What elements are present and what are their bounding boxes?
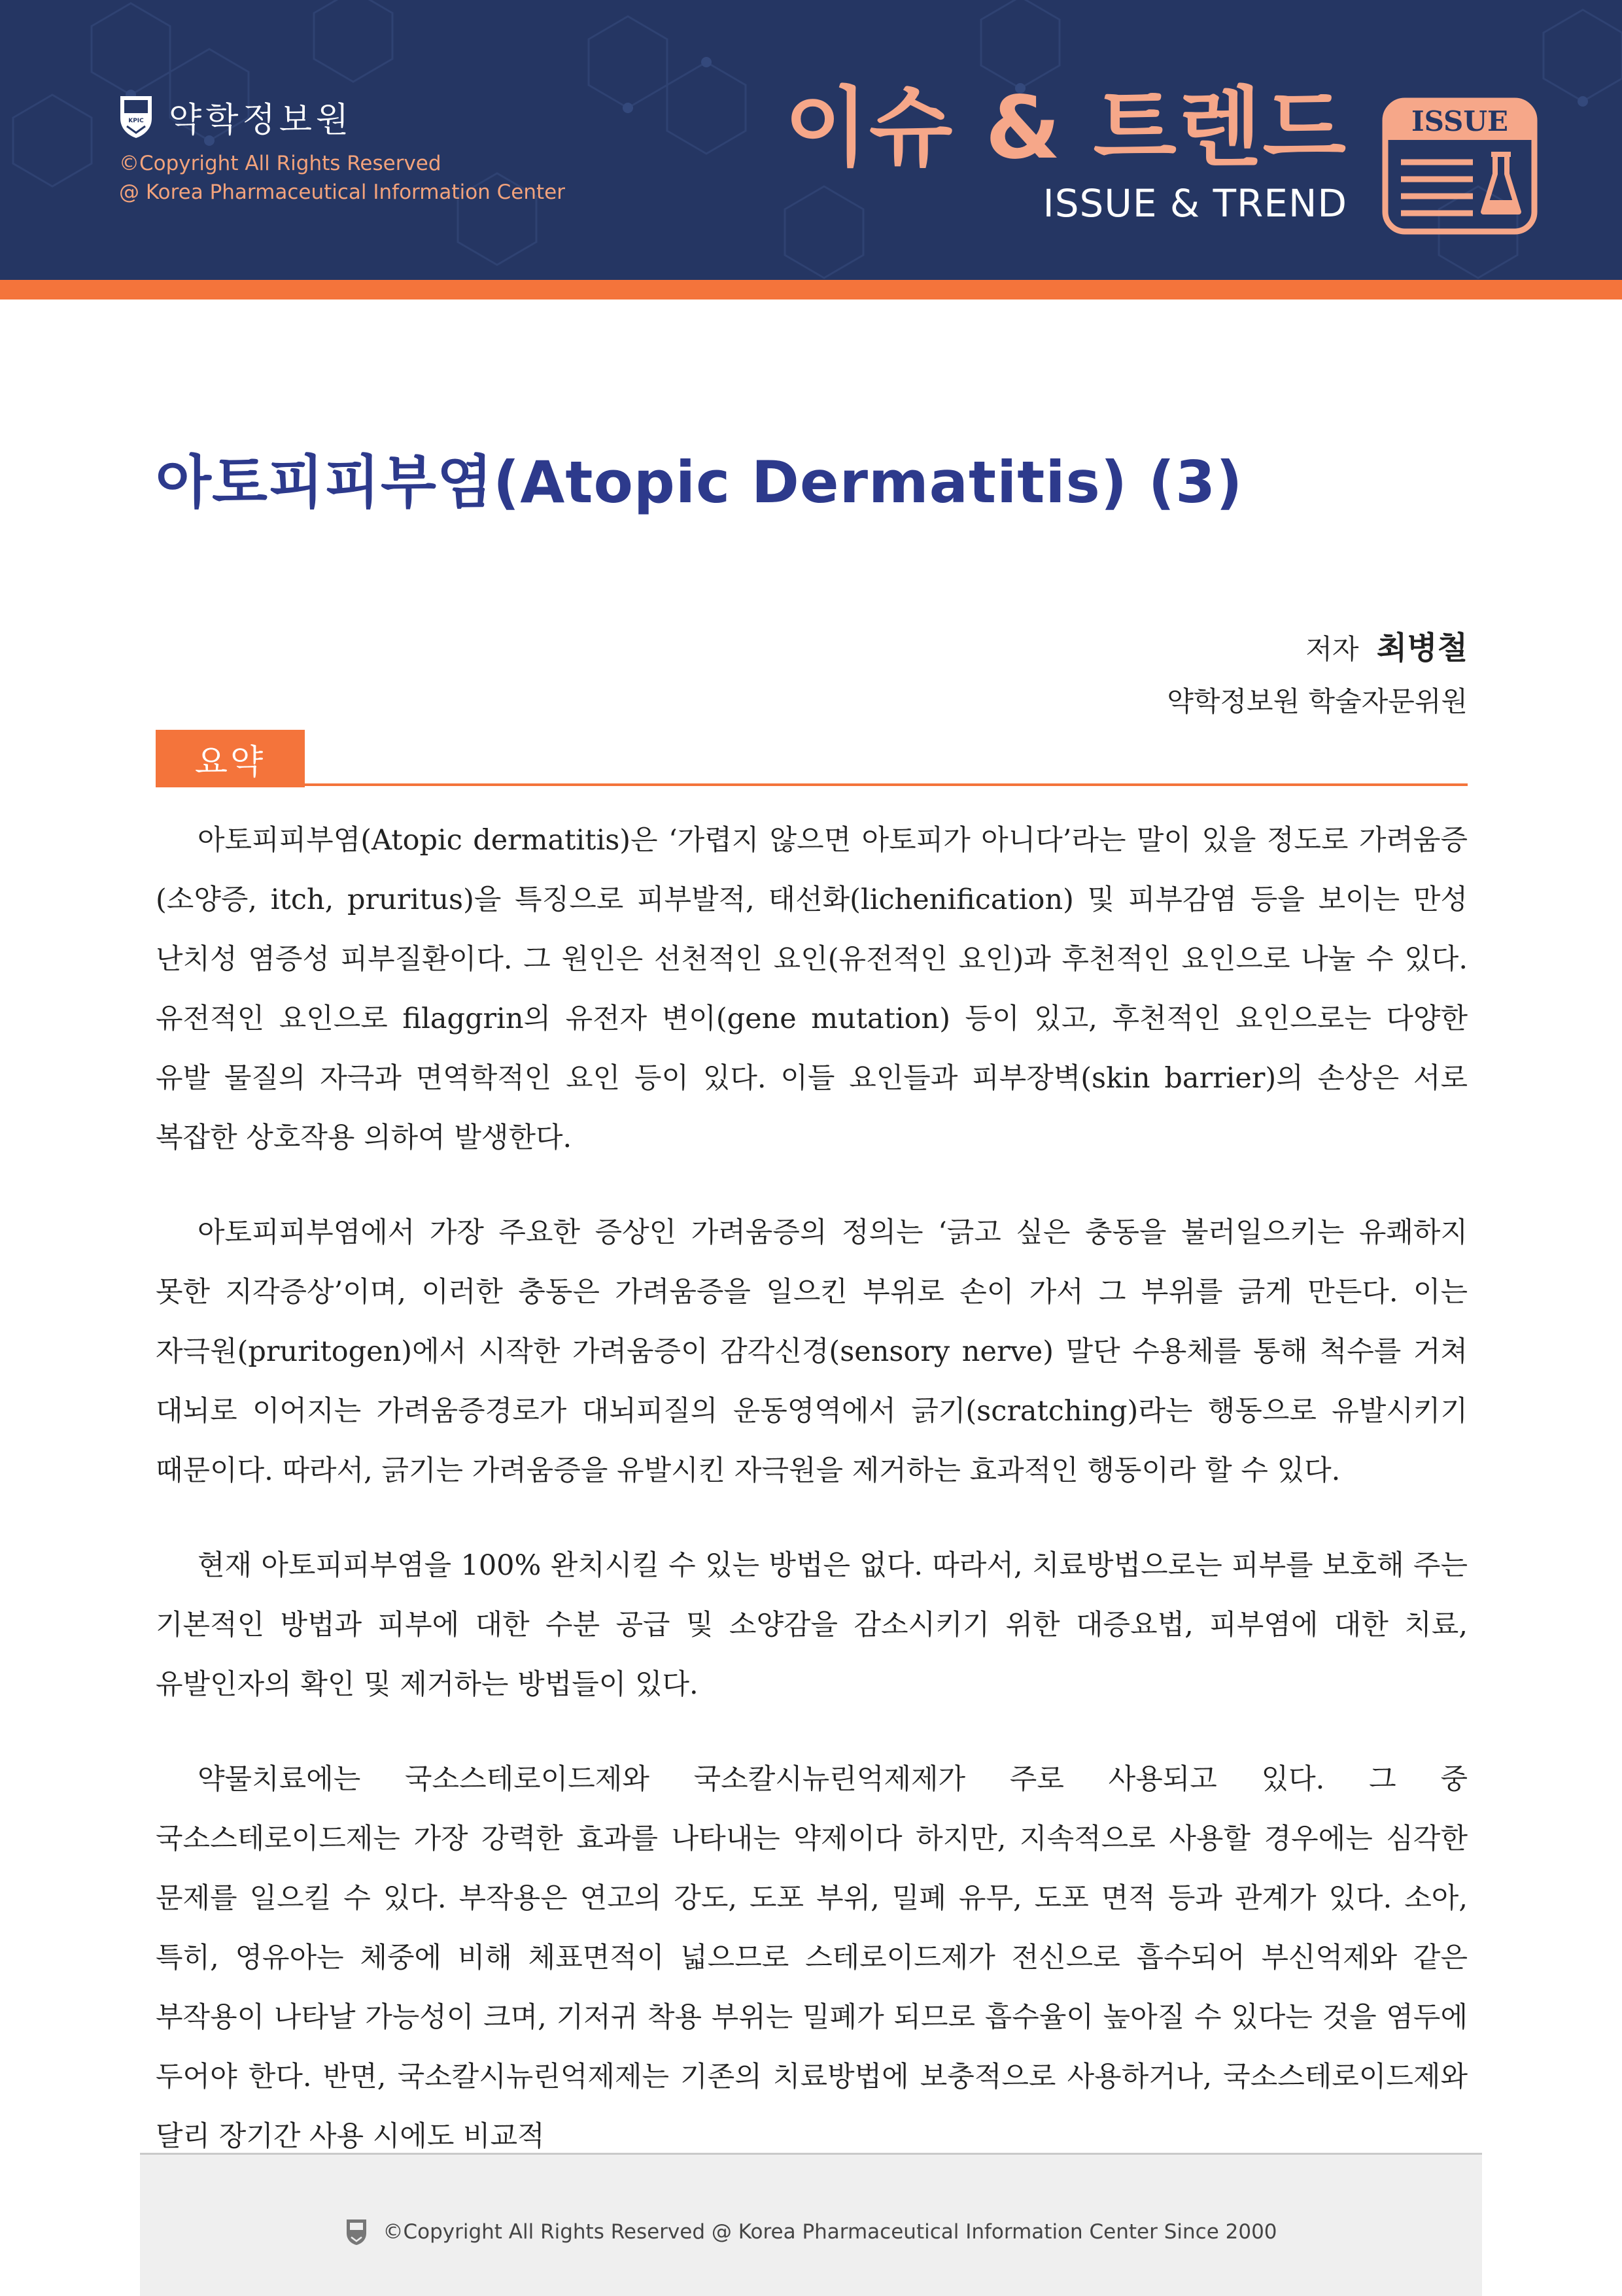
footer-shield-icon: [345, 2218, 368, 2246]
author-label: 저자: [1305, 633, 1359, 665]
paragraph-1: 아토피피부염(Atopic dermatitis)은 ‘가렵지 않으면 아토피가 아니다’라는 말이 있을 정도로 가려움증(소양증, itch, pruritus)을 특징으로 피부발적, 태선화(lichenification) 및 피부감염 등을 보이는 만성 난치성 염증성 피부질환이다. 그 원인은 선천적인 요인(유전적인 요인)과 후천적인 요인으로 나눌 수 있다. 유전적인 요인으로 filaggrin의 유전자 변이(gene mutation) 등이 있고, 후천적인 요인으로는 다양한 유발 물질의 자극과 면역학적인 요인 등이 있다. 이들 요인들과 피부장벽(skin barrier)의 손상은 서로 복잡한 상호작용 의하여 발생한다.: [156, 824, 1468, 1154]
author-line: [1305, 623, 1468, 668]
paragraph-3: 현재 아토피피부염을 100% 완치시킬 수 있는 방법은 없다. 따라서, 치료방법으로는 피부를 보호해 주는 기본적인 방법과 피부에 대한 수분 공급 및 소양감을 감소시키기 위한 대증요법, 피부염에 대한 치료, 유발인자의 확인 및 제거하는 방법들이 있다.: [156, 1549, 1468, 1701]
document-title: 아토피피부염(Atopic Dermatitis) (3): [156, 449, 1243, 516]
org-logo: [118, 90, 353, 143]
copyright-line-1: ©Copyright All Rights Reserved: [119, 152, 441, 175]
header-accent-bar: [0, 280, 1622, 300]
svg-text:KPIC: KPIC: [128, 118, 144, 124]
shield-logo-icon: [118, 94, 154, 139]
page-footer: [140, 2153, 1482, 2296]
paragraph-4: 약물치료에는 국소스테로이드제와 국소칼시뉴린억제제가 주로 사용되고 있다. 그 중 국소스테로이드제는 가장 강력한 효과를 나타내는 약제이다 하지만, 지속적으로 사용할 경우에는 심각한 문제를 일으킬 수 있다. 부작용은 연고의 강도, 도포 부위, 밀폐 유무, 도포 면적 등과 관계가 있다. 소아, 특히, 영유아는 체중에 비해 체표면적이 넓으므로 스테로이드제가 전신으로 흡수되어 부신억제와 같은 부작용이 나타날 가능성이 크며, 기저귀 착용 부위는 밀폐가 되므로 흡수율이 높아질 수 있다는 것을 염두에 두어야 한다. 반면, 국소칼시뉴린억제제는 기존의 치료방법에 보충적으로 사용하거나, 국소스테로이드제와 달리 장기간 사용 시에도 비교적: [156, 1763, 1468, 2153]
author-name: 최병철: [1376, 630, 1468, 666]
author-affiliation: 약학정보원 학술자문위원: [1167, 685, 1468, 717]
org-name: 약학정보원: [169, 100, 353, 140]
issue-badge-label: ISSUE: [1411, 105, 1509, 137]
summary-body: [156, 811, 1468, 2202]
section-title-en: ISSUE & TREND: [1043, 181, 1347, 226]
summary-divider: [305, 783, 1468, 786]
paragraph-2: 아토피피부염에서 가장 주요한 증상인 가려움증의 정의는 ‘긁고 싶은 충동을 불러일으키는 유쾌하지 못한 지각증상’이며, 이러한 충동은 가려움증을 일으킨 부위로 손이 가서 그 부위를 긁게 만든다. 이는 자극원(pruritogen)에서 시작한 가려움증이 감각신경(sensory nerve) 말단 수용체를 통해 척수를 거쳐 대뇌로 이어지는 가려움증경로가 대뇌피질의 운동영역에서 긁기(scratching)라는 행동으로 유발시키기 때문이다. 따라서, 긁기는 가려움증을 유발시킨 자극원을 제거하는 효과적인 행동이라 할 수 있다.: [156, 1216, 1468, 1487]
footer-copyright: ©Copyright All Rights Reserved @ Korea Pharmaceutical Information Center Since 2000: [383, 2220, 1277, 2244]
header-banner: [0, 0, 1622, 280]
issue-badge-icon: [1381, 97, 1538, 235]
summary-heading: 요약: [156, 730, 305, 787]
copyright-line-2: @ Korea Pharmaceutical Information Center: [119, 180, 565, 204]
section-title-ko: 이슈 & 트렌드: [784, 78, 1347, 179]
